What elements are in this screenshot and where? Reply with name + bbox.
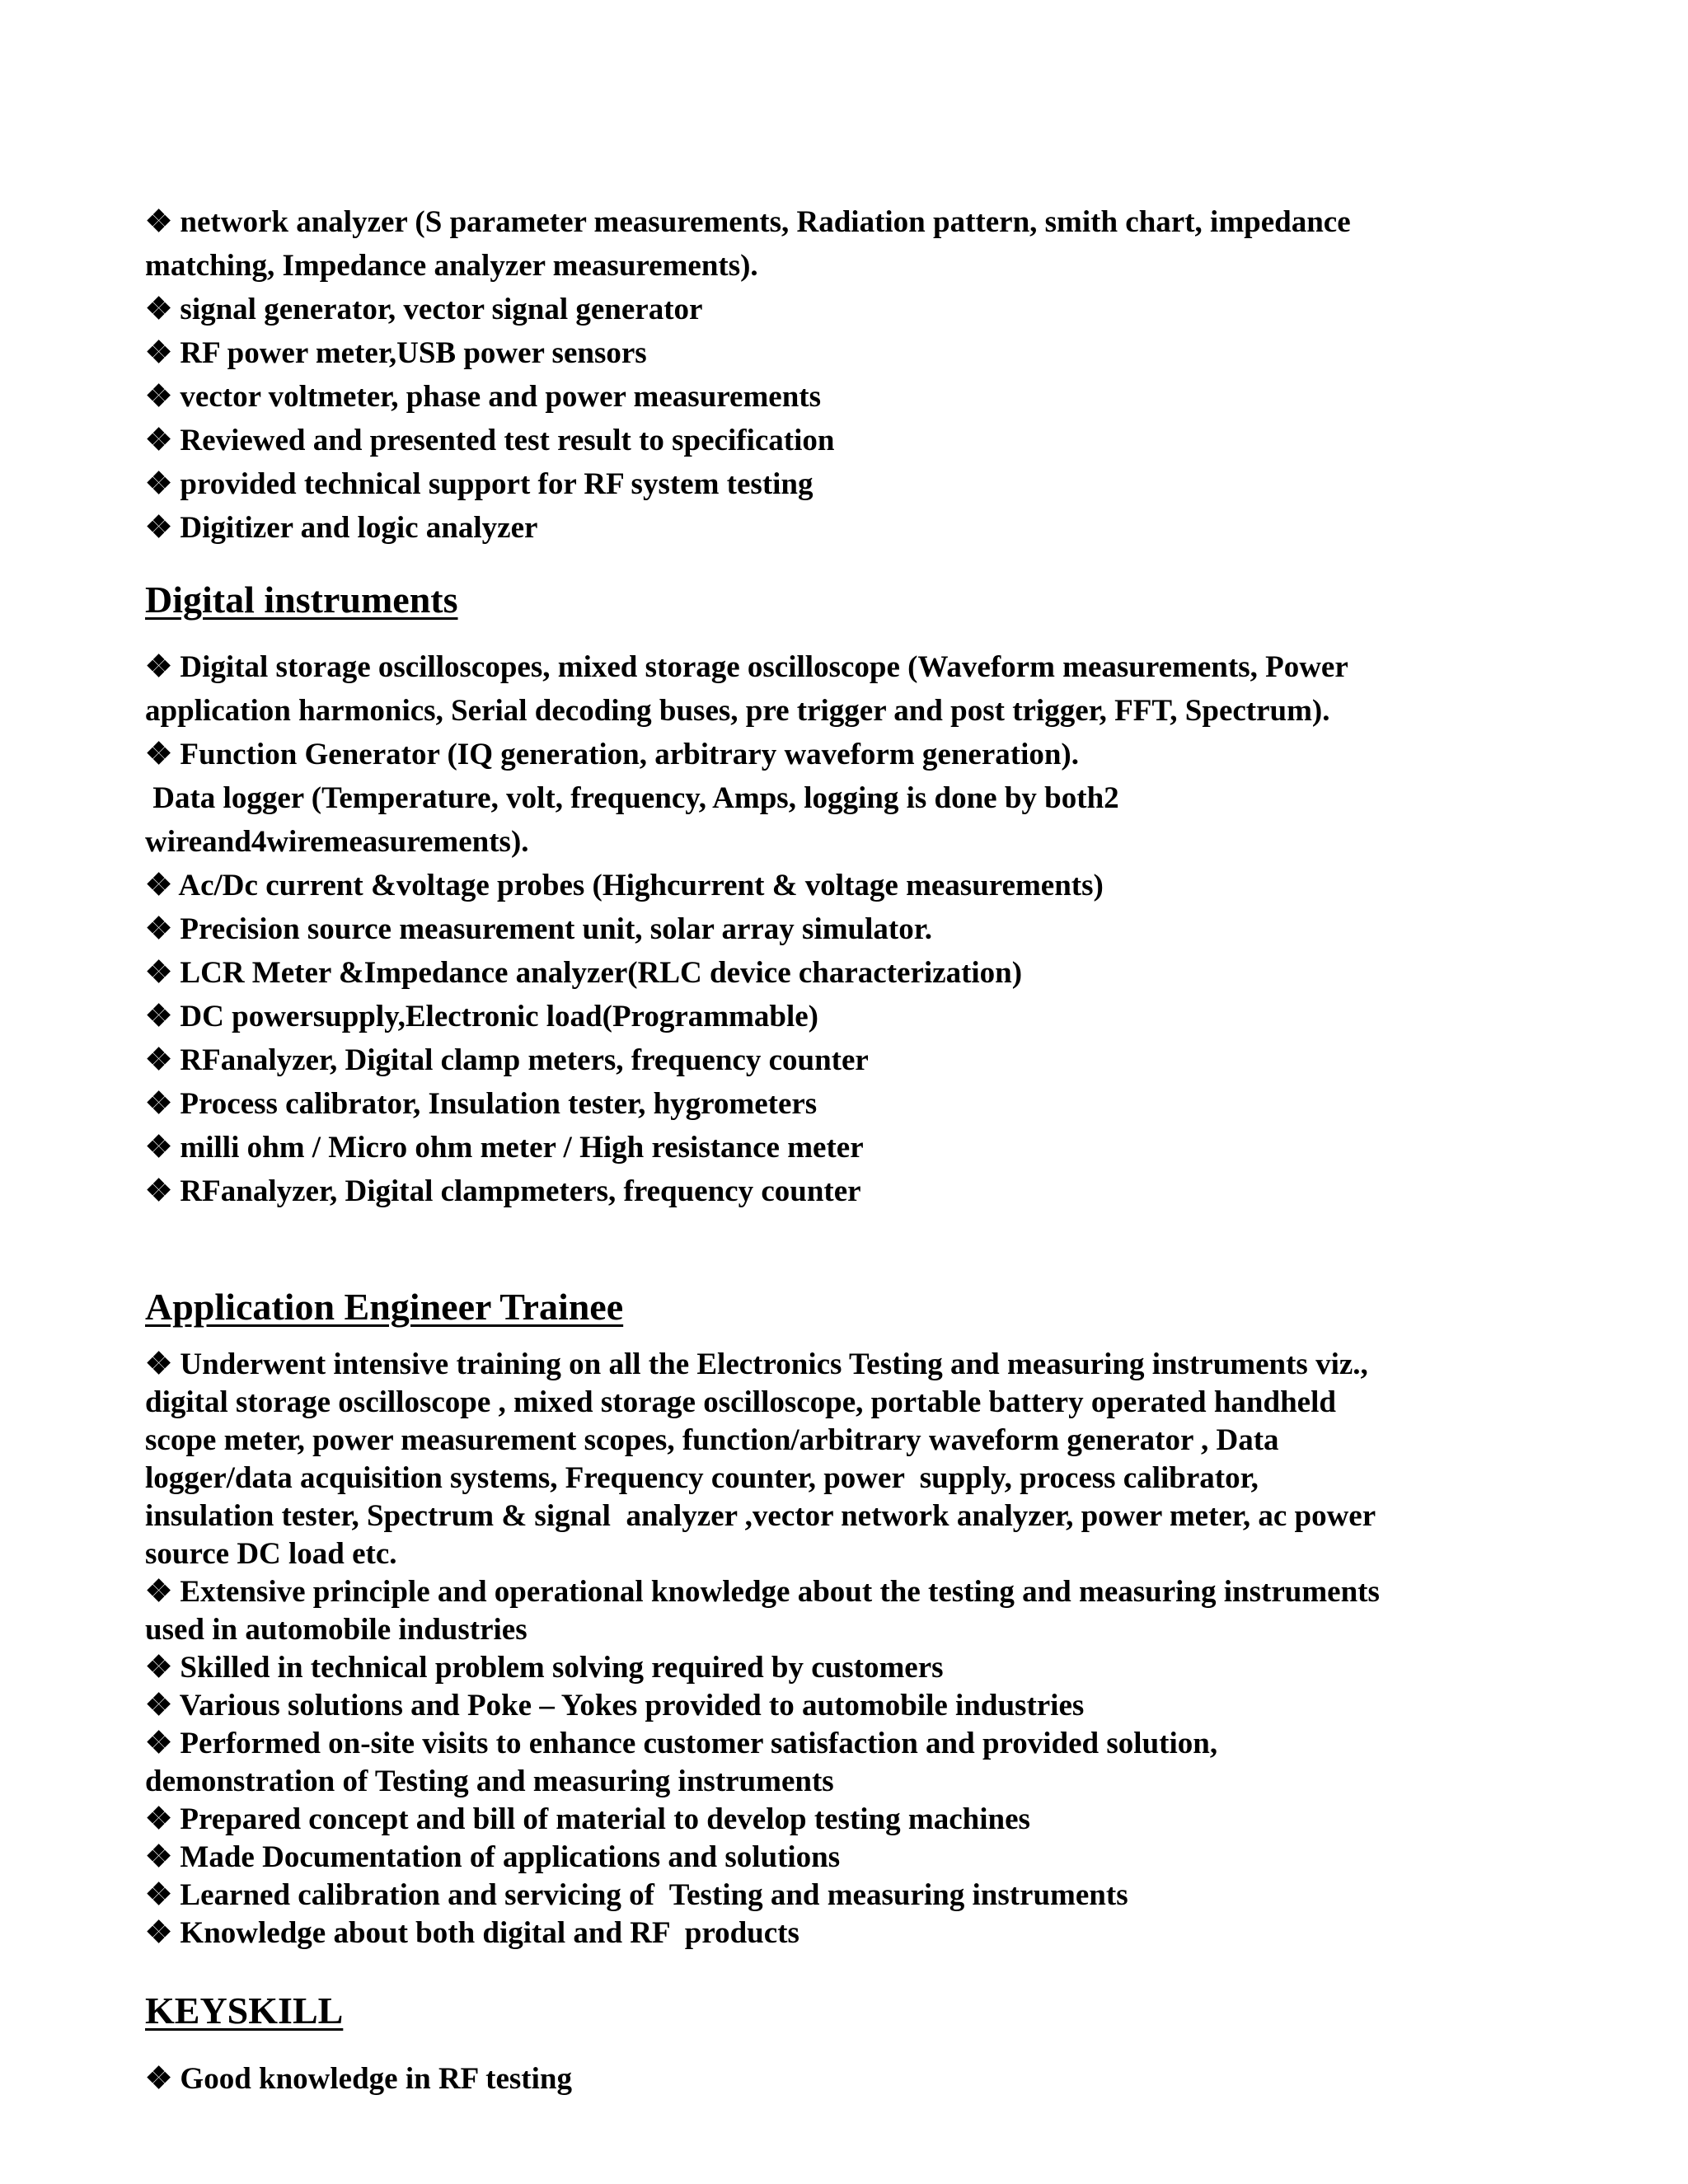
list-item: Data logger (Temperature, volt, frequency, Amps, logging is done by both2 bbox=[145, 781, 1119, 815]
list-item: ❖ Made Documentation of applications and solutions bbox=[145, 1840, 841, 1874]
list-item: ❖ Various solutions and Poke – Yokes provided to automobile industries bbox=[145, 1689, 1085, 1722]
list-item: ❖ Good knowledge in RF testing bbox=[145, 2062, 572, 2096]
rf-measurements-list bbox=[145, 200, 1563, 550]
list-item: matching, Impedance analyzer measurements). bbox=[145, 249, 758, 283]
list-item: ❖ provided technical support for RF system testing bbox=[145, 467, 814, 501]
list-item: ❖ Prepared concept and bill of material to develop testing machines bbox=[145, 1802, 1030, 1836]
section-heading-application-engineer-trainee: Application Engineer Trainee bbox=[145, 1286, 624, 1328]
keyskill-list bbox=[145, 2057, 1563, 2101]
list-item: ❖ Digital storage oscilloscopes, mixed storage oscilloscope (Waveform measurements, Power bbox=[145, 650, 1348, 684]
list-item: ❖ Ac/Dc current &voltage probes (Highcurrent & voltage measurements) bbox=[145, 869, 1104, 902]
list-item: insulation tester, Spectrum & signal analyzer ,vector network analyzer, power meter, ac power bbox=[145, 1499, 1376, 1533]
list-item: ❖ DC powersupply,Electronic load(Programmable) bbox=[145, 1000, 818, 1033]
list-item: source DC load etc. bbox=[145, 1537, 397, 1571]
list-item: ❖ Reviewed and presented test result to specification bbox=[145, 424, 835, 457]
list-item: ❖ Function Generator (IQ generation, arbitrary waveform generation). bbox=[145, 738, 1079, 771]
list-item: demonstration of Testing and measuring instruments bbox=[145, 1765, 834, 1798]
list-item: ❖ vector voltmeter, phase and power measurements bbox=[145, 380, 821, 414]
list-item: used in automobile industries bbox=[145, 1613, 528, 1647]
list-item: ❖ RFanalyzer, Digital clamp meters, frequency counter bbox=[145, 1043, 869, 1077]
list-item: digital storage oscilloscope , mixed storage oscilloscope, portable battery operated handheld bbox=[145, 1385, 1336, 1419]
list-item: ❖ Digitizer and logic analyzer bbox=[145, 511, 538, 545]
application-engineer-list bbox=[145, 1346, 1563, 1952]
list-item: ❖ signal generator, vector signal generator bbox=[145, 293, 703, 326]
list-item: scope meter, power measurement scopes, function/arbitrary waveform generator , Data bbox=[145, 1423, 1279, 1457]
list-item: wireand4wiremeasurements). bbox=[145, 825, 529, 859]
list-item: ❖ Learned calibration and servicing of Testing and measuring instruments bbox=[145, 1878, 1128, 1912]
list-item: ❖ LCR Meter &Impedance analyzer(RLC device characterization) bbox=[145, 956, 1023, 990]
list-item: ❖ Process calibrator, Insulation tester, hygrometers bbox=[145, 1087, 818, 1121]
list-item: ❖ RFanalyzer, Digital clampmeters, frequency counter bbox=[145, 1174, 861, 1208]
list-item: ❖ RF power meter,USB power sensors bbox=[145, 336, 647, 370]
section-heading-digital-instruments: Digital instruments bbox=[145, 579, 458, 621]
list-item: ❖ Knowledge about both digital and RF products bbox=[145, 1916, 799, 1950]
list-item: application harmonics, Serial decoding buses, pre trigger and post trigger, FFT, Spectrum). bbox=[145, 694, 1330, 728]
list-item: ❖ Extensive principle and operational knowledge about the testing and measuring instruments bbox=[145, 1575, 1380, 1609]
list-item: ❖ Performed on-site visits to enhance customer satisfaction and provided solution, bbox=[145, 1727, 1218, 1760]
digital-instruments-list bbox=[145, 645, 1563, 1213]
list-item: ❖ Skilled in technical problem solving required by customers bbox=[145, 1651, 944, 1685]
list-item: logger/data acquisition systems, Frequency counter, power supply, process calibrator, bbox=[145, 1461, 1259, 1495]
list-item: ❖ network analyzer (S parameter measurements, Radiation pattern, smith chart, impedance bbox=[145, 205, 1351, 239]
list-item: ❖ milli ohm / Micro ohm meter / High resistance meter bbox=[145, 1131, 864, 1165]
list-item: ❖ Underwent intensive training on all the Electronics Testing and measuring instruments viz., bbox=[145, 1347, 1368, 1381]
section-heading-keyskill: KEYSKILL bbox=[145, 1990, 344, 2032]
list-item: ❖ Precision source measurement unit, solar array simulator. bbox=[145, 912, 933, 946]
